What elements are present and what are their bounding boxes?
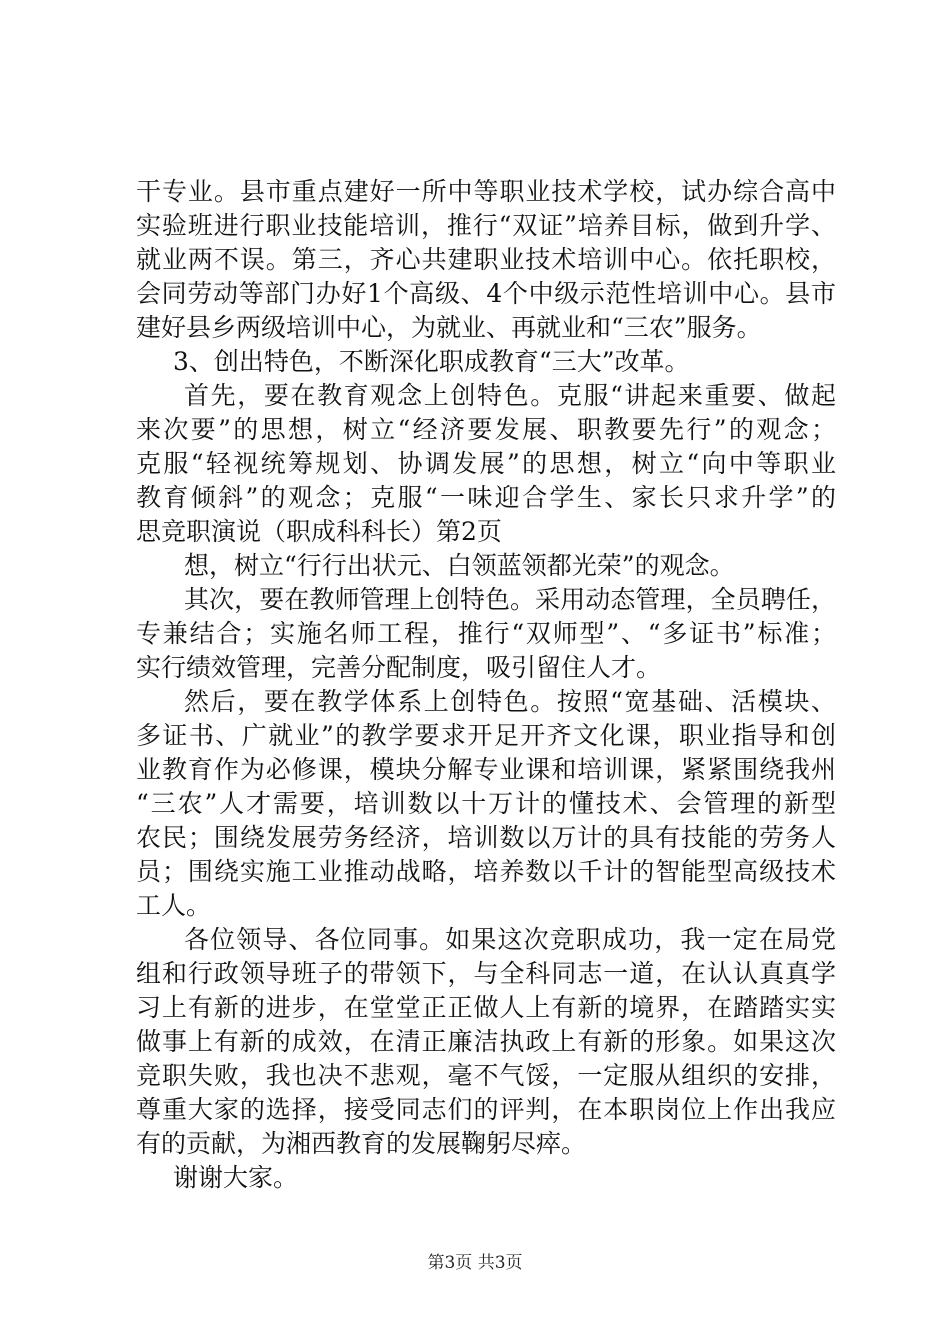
text-line: 尊重大家的选择，接受同志们的评判，在本职岗位上作出我应 (136, 1095, 836, 1124)
text-line: 做事上有新的成效，在清正廉洁执政上有新的形象。如果这次 (136, 1027, 836, 1056)
text-line: 农民；围绕发展劳务经济，培训数以万计的具有技能的劳务人 (136, 823, 836, 852)
text-line: 多证书、广就业”的教学要求开足开齐文化课，职业指导和创 (136, 721, 836, 750)
text-line: 建好县乡两级培训中心，为就业、再就业和“三农”服务。 (136, 313, 762, 342)
paragraph-first-line: 其次，要在教师管理上创特色。采用动态管理，全员聘任， (184, 585, 836, 614)
page-number-label: 第3页 共3页 (427, 1253, 523, 1273)
text-line: 克服“轻视统筹规划、协调发展”的思想，树立“向中等职业 (136, 449, 836, 478)
text-line: 教育倾斜”的观念；克服“一味迎合学生、家长只求升学”的 (136, 483, 836, 512)
text-line: 就业两不误。第三，齐心共建职业技术培训中心。依托职校， (136, 245, 836, 274)
closing-line: 谢谢大家。 (173, 1163, 299, 1192)
section-heading: 3、创出特色，不断深化职成教育“三大”改革。 (173, 347, 690, 376)
text-line: 竞职失败，我也决不悲观，毫不气馁，一定服从组织的安排， (136, 1061, 836, 1090)
document-body (136, 175, 836, 1195)
text-line: 实行绩效管理，完善分配制度，吸引留住人才。 (136, 653, 662, 682)
text-line: 思竞职演说（职成科科长）第2页 (136, 517, 502, 546)
text-line: 有的贡献，为湘西教育的发展鞠躬尽瘁。 (136, 1129, 587, 1158)
text-line: 业教育作为必修课，模块分解专业课和培训课，紧紧围绕我州 (136, 755, 836, 784)
text-line: “三农”人才需要，培训数以十万计的懂技术、会管理的新型 (136, 789, 836, 818)
text-line: 干专业。县市重点建好一所中等职业技术学校，试办综合高中 (136, 177, 836, 206)
text-line: 实验班进行职业技能培训，推行“双证”培养目标，做到升学、 (136, 211, 836, 240)
text-line: 想，树立“行行出状元、白领蓝领都光荣”的观念。 (184, 551, 735, 580)
paragraph-first-line: 然后，要在教学体系上创特色。按照“宽基础、活模块、 (184, 687, 836, 716)
text-line: 员；围绕实施工业推动战略，培养数以千计的智能型高级技术 (136, 857, 836, 886)
text-line: 会同劳动等部门办好1个高级、4个中级示范性培训中心。县市 (136, 279, 836, 308)
text-line: 专兼结合；实施名师工程，推行“双师型”、“多证书”标准； (136, 619, 836, 648)
text-line: 来次要”的思想，树立“经济要发展、职教要先行”的观念； (136, 415, 836, 444)
text-line: 工人。 (136, 891, 212, 920)
paragraph-first-line: 首先，要在教育观念上创特色。克服“讲起来重要、做起 (184, 381, 836, 410)
paragraph-first-line: 各位领导、各位同事。如果这次竞职成功，我一定在局党 (184, 925, 836, 954)
text-line: 习上有新的进步，在堂堂正正做人上有新的境界，在踏踏实实 (136, 993, 836, 1022)
page-footer (0, 1248, 950, 1273)
text-line: 组和行政领导班子的带领下，与全科同志一道，在认认真真学 (136, 959, 836, 988)
